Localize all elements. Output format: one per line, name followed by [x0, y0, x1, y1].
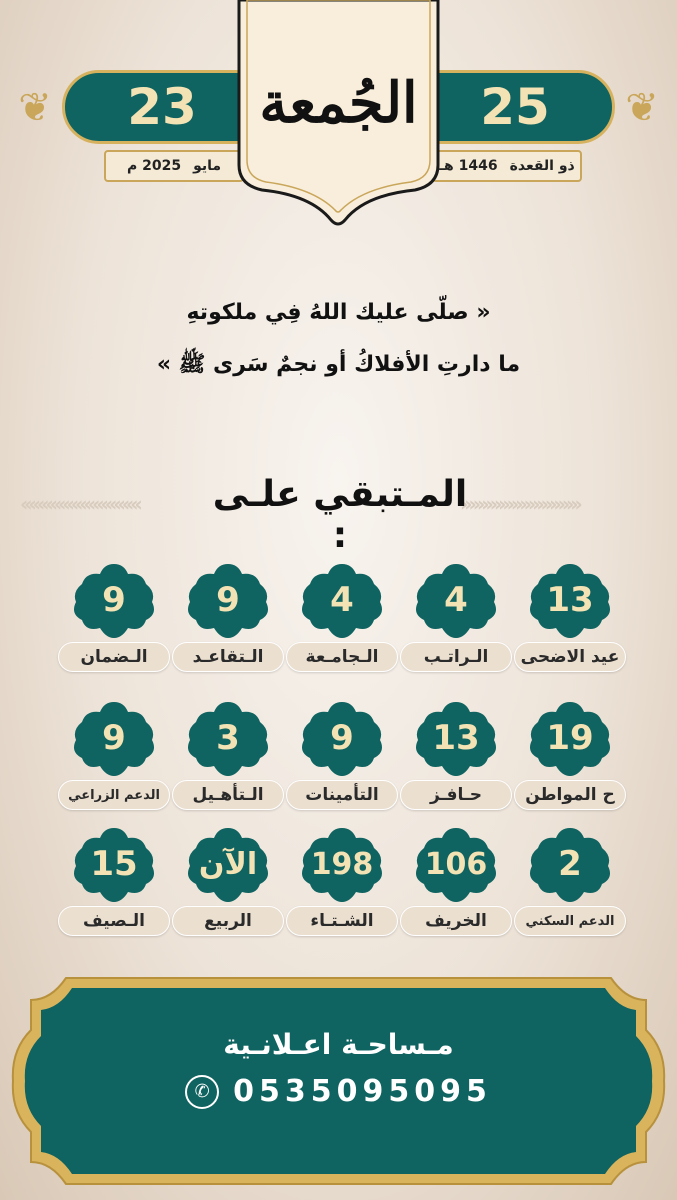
ad-title: مـساحـة اعـلانـية	[223, 1028, 454, 1061]
counter-cell	[172, 562, 284, 674]
counter-badge	[300, 700, 384, 776]
ad-banner	[6, 970, 671, 1192]
hijri-day: 25	[415, 70, 615, 144]
counter-value: 15	[90, 844, 138, 884]
hijri-year: 1446 هـ	[439, 158, 498, 174]
counter-cell	[286, 562, 398, 674]
counter-value: الآن	[198, 846, 258, 882]
chevron-decoration-right: ››››››››››››››››››››››››››››	[460, 492, 579, 512]
counter-badge	[300, 826, 384, 902]
counter-label: الربيع	[172, 906, 284, 936]
counter-value: 9	[330, 718, 354, 758]
counter-value: 198	[310, 846, 374, 882]
day-name: الجُمعة	[259, 70, 418, 136]
counter-cell	[400, 562, 512, 674]
counter-badge	[72, 700, 156, 776]
phone-icon: ✆	[185, 1075, 219, 1109]
counter-label: عيد الاضحى	[514, 642, 626, 672]
counter-badge	[528, 562, 612, 638]
counter-value: 9	[102, 718, 126, 758]
counter-value: 3	[216, 718, 240, 758]
gregorian-month-year	[104, 150, 244, 182]
counter-value: 4	[444, 580, 468, 620]
counter-value: 13	[546, 580, 594, 620]
ornament-left-icon: ❦	[18, 85, 52, 131]
counter-cell	[286, 826, 398, 938]
counter-value: 9	[102, 580, 126, 620]
counter-value: 19	[546, 718, 594, 758]
counter-label: الدعم الزراعي	[58, 780, 170, 810]
counter-cell	[58, 826, 170, 938]
counter-cell	[58, 562, 170, 674]
counter-label: حـافـز	[400, 780, 512, 810]
counter-label: الخريف	[400, 906, 512, 936]
counter-badge	[72, 562, 156, 638]
counter-cell	[286, 700, 398, 812]
counter-label: ح المواطن	[514, 780, 626, 810]
remaining-header	[20, 474, 657, 556]
counter-cell	[400, 826, 512, 938]
gregorian-month: مايو	[193, 158, 222, 174]
counter-label: الـصيف	[58, 906, 170, 936]
counter-cell	[514, 700, 626, 812]
counter-badge	[72, 826, 156, 902]
counter-label: الـجامـعة	[286, 642, 398, 672]
hijri-month-year	[432, 150, 582, 182]
counter-cell	[400, 700, 512, 812]
ad-phone-number[interactable]: 0535095095	[233, 1074, 492, 1109]
counter-badge	[186, 826, 270, 902]
gregorian-year: 2025 م	[126, 158, 182, 174]
counter-label: الـراتـب	[400, 642, 512, 672]
counter-value: 106	[424, 846, 488, 882]
verse-line-2: ما دارتِ الأفلاكُ أو نجمٌ سَرى ﷺ »	[156, 352, 521, 377]
counter-cell	[514, 826, 626, 938]
counter-value: 9	[216, 580, 240, 620]
counter-cell	[172, 700, 284, 812]
counter-badge	[186, 562, 270, 638]
hijri-month: ذو القعدة	[509, 158, 575, 174]
counter-label: التأمينات	[286, 780, 398, 810]
ad-phone-row	[6, 1074, 671, 1109]
counter-label: الدعم السكني	[514, 906, 626, 936]
counter-label: الـتقاعـد	[172, 642, 284, 672]
counter-cell	[58, 700, 170, 812]
verse-line-1: « صلّى عليك اللهُ فِي ملكوتهِ	[186, 300, 491, 325]
counter-badge	[300, 562, 384, 638]
chevron-decoration-left: ‹‹‹‹‹‹‹‹‹‹‹‹‹‹‹‹‹‹‹‹‹‹‹‹‹‹‹‹	[20, 492, 139, 512]
counter-badge	[414, 562, 498, 638]
day-banner	[235, 0, 442, 230]
counter-label: الشـتـاء	[286, 906, 398, 936]
remaining-title: المـتبقي علـى :	[212, 474, 468, 556]
counter-label: الـتأهـيل	[172, 780, 284, 810]
counter-value: 2	[558, 844, 582, 884]
counter-badge	[528, 826, 612, 902]
counter-label: الـضمان	[58, 642, 170, 672]
counter-value: 13	[432, 718, 480, 758]
counter-badge	[528, 700, 612, 776]
counter-cell	[514, 562, 626, 674]
counter-badge	[414, 700, 498, 776]
counter-badge	[414, 826, 498, 902]
gregorian-day: 23	[62, 70, 262, 144]
counter-cell	[172, 826, 284, 938]
counter-badge	[186, 700, 270, 776]
ornament-right-icon: ❦	[625, 85, 659, 131]
counter-value: 4	[330, 580, 354, 620]
